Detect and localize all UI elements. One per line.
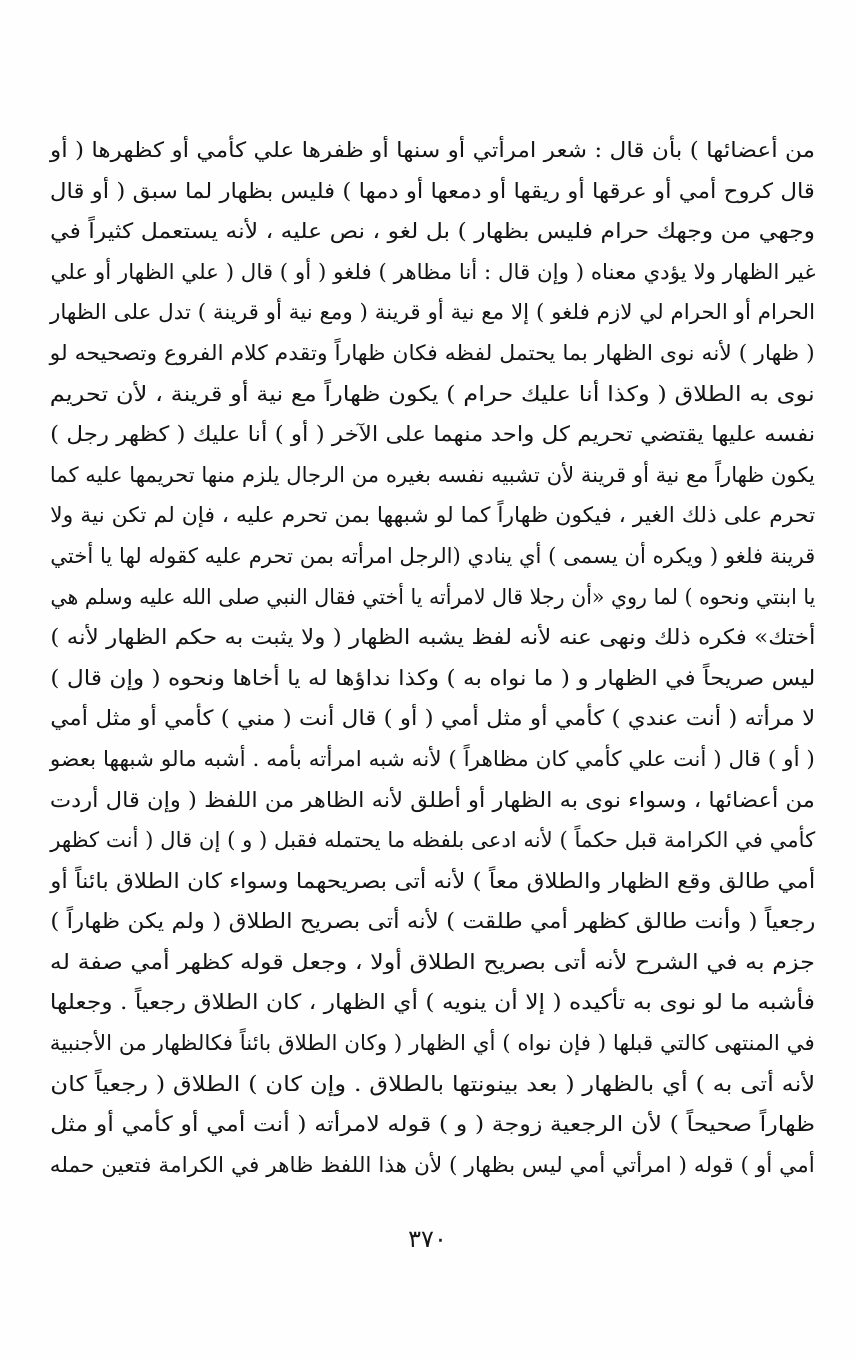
text-line: غير الظهار ولا يؤدي معناه ( وإن قال : أنا مظاهر ) فلغو ( أو ) قال ( علي الظهار أو علي xyxy=(49,259,815,284)
text-line: لا مرأته ( أنت عندي ) كأمي أو مثل أمي ( أو ) قال أنت ( مني ) كأمي أو مثل أمي xyxy=(50,706,815,731)
text-line: أمي أو ) قوله ( امرأتي أمي ليس بظهار ) لأن هذا اللفظ ظاهر في الكرامة فتعين حمله xyxy=(50,1152,815,1177)
text-line: من أعضائها ، وسواء نوى به الظهار أو أطلق لأنه الظاهر من اللفظ ( وإن قال أردت xyxy=(50,787,815,812)
text-line: الحرام أو الحرام لي لازم فلغو ) إلا مع نية أو قرينة ( ومع نية أو قرينة ) تدل على الظهار xyxy=(50,300,815,325)
text-line: جزم به في الشرح لأنه أتى بصريح الطلاق أولا ، وجعل قوله كظهر أمي صفة له xyxy=(49,949,815,974)
text-line: يا ابنتي ونحوه ) لما روي «أن رجلا قال لامرأته يا أختي فقال النبي صلى الله عليه وسلم هي xyxy=(50,584,815,609)
text-line: وجهي من وجهك حرام فليس بظهار ) بل لغو ، نص عليه ، لأنه يستعمل كثيراً في xyxy=(50,219,815,244)
text-line: من أعضائها ) بأن قال : شعر امرأتي أو سنها أو ظفرها علي كأمي أو كظهرها ( أو xyxy=(50,138,815,162)
text-line: في المنتهى كالتي قبلها ( فإن نواه ) أي الظهار ( وكان الطلاق بائناً فكالظهار من الأجنبية xyxy=(50,1031,815,1056)
text-line: قال كروح أمي أو عرقها أو ريقها أو دمعها أو دمها ) فليس بظهار لما سبق ( أو قال xyxy=(50,178,815,203)
page-number: ٣٧٠ xyxy=(408,1225,447,1253)
text-line: أختك» فكره ذلك ونهى عنه لأنه لفظ يشبه الظهار ( ولا يثبت به حكم الظهار لأنه ) xyxy=(50,625,815,650)
text-line: رجعياً ( وأنت طالق كظهر أمي طلقت ) لأنه أتى بصريح الطلاق ( ولم يكن ظهاراً ) xyxy=(50,909,815,934)
text-line: أمي طالق وقع الظهار والطلاق معاً ) لأنه أتى بصريحهما وسواء كان الطلاق بائناً أو xyxy=(50,868,815,893)
text-line: قرينة فلغو ( ويكره أن يسمى ) أي ينادي (الرجل امرأته بمن تحرم عليه كقوله لها يا أختي xyxy=(50,543,815,568)
text-line: ظهاراً صحيحاً ) لأن الرجعية زوجة ( و ) قوله لامرأته ( أنت أمي أو كأمي أو مثل xyxy=(50,1112,815,1137)
text-line: تحرم على ذلك الغير ، فيكون ظهاراً كما لو شبهها بمن تحرم عليه ، فإن لم تكن نية ولا xyxy=(50,503,815,528)
text-line: لأنه أتى به ) أي بالظهار ( بعد بينونتها بالطلاق . وإن كان ) الطلاق ( رجعياً كان xyxy=(50,1071,815,1096)
text-line: نوى به الطلاق ( وكذا أنا عليك حرام ) يكون ظهاراً مع نية أو قرينة ، لأن تحريم xyxy=(50,381,815,406)
text-line: فأشبه ما لو نوى به تأكيده ( إلا أن ينويه ) أي الظهار ، كان الطلاق رجعياً . وجعلها xyxy=(50,990,815,1015)
body-text xyxy=(50,130,815,1185)
text-line: نفسه عليها يقتضي تحريم كل واحد منهما على الآخر ( أو ) أنا عليك ( كظهر رجل ) xyxy=(50,422,815,447)
text-line: كأمي في الكرامة قبل حكماً ) لأنه ادعى بلفظه ما يحتمله فقبل ( و ) إن قال ( أنت كظهر xyxy=(50,828,815,853)
text-line: ليس صريحاً في الظهار و ( ما نواه به ) وكذا نداؤها له يا أخاها ونحوه ( وإن قال ) xyxy=(50,665,815,690)
text-line: ( أو ) قال ( أنت علي كأمي كان مظاهراً ) لأنه شبه امرأته بأمه . أشبه مالو شبهها بعضو xyxy=(50,746,815,771)
text-line: يكون ظهاراً مع نية أو قرينة لأن تشبيه نفسه بغيره من الرجال يلزم منها تحريمها عليه كما xyxy=(50,462,815,487)
text-line: ( ظهار ) لأنه نوى الظهار بما يحتمل لفظه فكان ظهاراً وتقدم كلام الفروع وتصحيحه لو xyxy=(49,340,815,365)
